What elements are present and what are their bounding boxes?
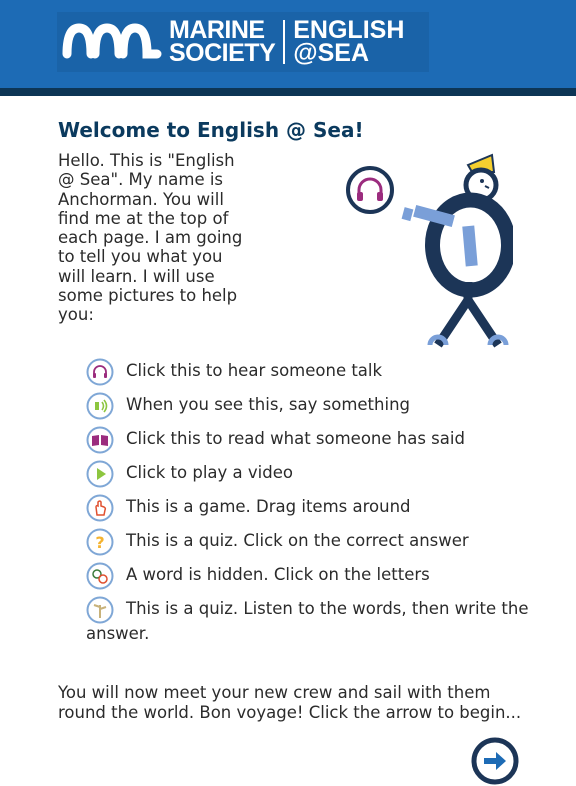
list-item-text: When you see this, say something bbox=[126, 395, 411, 414]
list-item-text: A word is hidden. Click on the letters bbox=[126, 565, 430, 584]
logo-english-at-sea bbox=[293, 16, 405, 67]
list-item bbox=[86, 460, 546, 494]
list-item bbox=[86, 528, 546, 562]
list-item-text: This is a game. Drag items around bbox=[126, 497, 411, 516]
logo-line-society: SOCIETY bbox=[169, 39, 276, 67]
list-item bbox=[86, 358, 546, 392]
question-icon[interactable] bbox=[86, 528, 114, 556]
marine-society-logo bbox=[57, 12, 429, 72]
letter-search-icon[interactable] bbox=[86, 562, 114, 590]
logo-line-english: ENGLISH bbox=[293, 16, 405, 44]
list-item bbox=[86, 562, 546, 596]
anchorman-character bbox=[398, 150, 513, 350]
intro-text: Hello. This is "English @ Sea". My name is Anchorman. You will find me at the top of each page. I am going to tell you what you will learn. I will use some pictures to help you: bbox=[58, 151, 243, 325]
header-band bbox=[0, 88, 576, 96]
waves-icon bbox=[61, 20, 165, 64]
headphones-icon[interactable] bbox=[86, 358, 114, 386]
svg-text:?: ? bbox=[95, 533, 105, 552]
list-item-text: Click this to read what someone has said bbox=[126, 429, 465, 448]
list-item bbox=[86, 596, 546, 646]
logo-line-marine: MARINE bbox=[169, 16, 265, 44]
icon-legend-list bbox=[86, 358, 546, 646]
logo-name bbox=[169, 16, 276, 67]
next-arrow-button[interactable] bbox=[470, 736, 520, 786]
drag-hand-icon[interactable] bbox=[86, 494, 114, 522]
header-bar bbox=[0, 0, 576, 88]
book-icon[interactable] bbox=[86, 426, 114, 454]
list-item-text: This is a quiz. Listen to the words, then write the answer. bbox=[86, 599, 529, 643]
logo-line-at-sea: @SEA bbox=[293, 39, 370, 67]
outro-text: You will now meet your new crew and sail with them round the world. Bon voyage! Click the arrow to begin... bbox=[58, 683, 522, 722]
play-icon[interactable] bbox=[86, 460, 114, 488]
list-item-text: Click to play a video bbox=[126, 463, 293, 482]
logo-divider bbox=[283, 20, 285, 64]
list-item-text: Click this to hear someone talk bbox=[126, 361, 383, 380]
list-item bbox=[86, 494, 546, 528]
list-item-text: This is a quiz. Click on the correct answer bbox=[126, 531, 469, 550]
list-item bbox=[86, 392, 546, 426]
headphones-icon[interactable] bbox=[345, 165, 395, 215]
list-item bbox=[86, 426, 546, 460]
signpost-icon[interactable] bbox=[86, 596, 114, 624]
page-title: Welcome to English @ Sea! bbox=[58, 118, 364, 142]
speaker-icon[interactable] bbox=[86, 392, 114, 420]
